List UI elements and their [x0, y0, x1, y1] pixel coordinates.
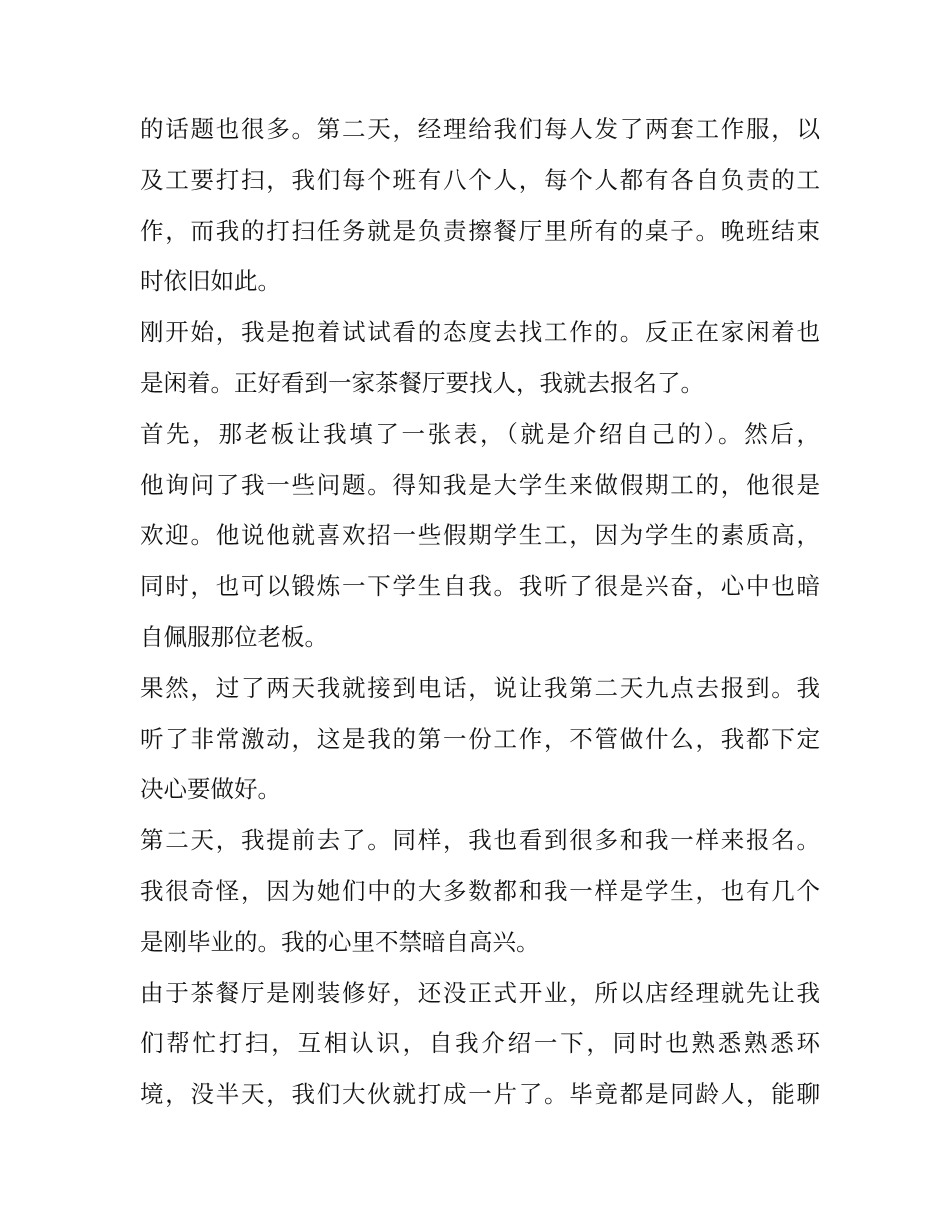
- text-line: 是刚毕业的。我的心里不禁暗自高兴。: [140, 927, 540, 956]
- text-line: 是闲着。正好看到一家茶餐厅要找人，我就去报名了。: [140, 368, 704, 397]
- text-line: 果然，过了两天我就接到电话，说让我第二天九点去报到。我: [140, 673, 820, 702]
- text-line: 由于茶餐厅是刚装修好，还没正式开业，所以店经理就先让我: [140, 978, 820, 1007]
- text-line: 们帮忙打扫，互相认识，自我介绍一下，同时也熟悉熟悉环: [140, 1029, 820, 1058]
- text-line: 刚开始，我是抱着试试看的态度去找工作的。反正在家闲着也: [140, 318, 820, 347]
- text-line: 第二天，我提前去了。同样，我也看到很多和我一样来报名。: [140, 826, 820, 855]
- text-line: 他询问了我一些问题。得知我是大学生来做假期工的，他很是: [140, 470, 820, 499]
- text-line: 首先，那老板让我填了一张表，（就是介绍自己的）。然后，: [140, 419, 820, 448]
- body-text: [140, 104, 820, 1120]
- text-line: 同时，也可以锻炼一下学生自我。我听了很是兴奋，心中也暗: [140, 572, 820, 601]
- text-line: 欢迎。他说他就喜欢招一些假期学生工，因为学生的素质高，: [140, 521, 820, 550]
- text-line: 境，没半天，我们大伙就打成一片了。毕竟都是同龄人，能聊: [140, 1080, 820, 1109]
- text-line: 我很奇怪，因为她们中的大多数都和我一样是学生，也有几个: [140, 876, 820, 905]
- text-line: 及工要打扫，我们每个班有八个人，每个人都有各自负责的工: [140, 165, 820, 194]
- text-line: 自佩服那位老板。: [140, 622, 328, 651]
- text-line: 作，而我的打扫任务就是负责擦餐厅里所有的桌子。晚班结束: [140, 216, 820, 245]
- text-line: 时依旧如此。: [140, 267, 281, 296]
- text-line: 听了非常激动，这是我的第一份工作，不管做什么，我都下定: [140, 724, 820, 753]
- text-line: 的话题也很多。第二天，经理给我们每人发了两套工作服，以: [140, 115, 820, 143]
- text-line: 决心要做好。: [140, 775, 281, 804]
